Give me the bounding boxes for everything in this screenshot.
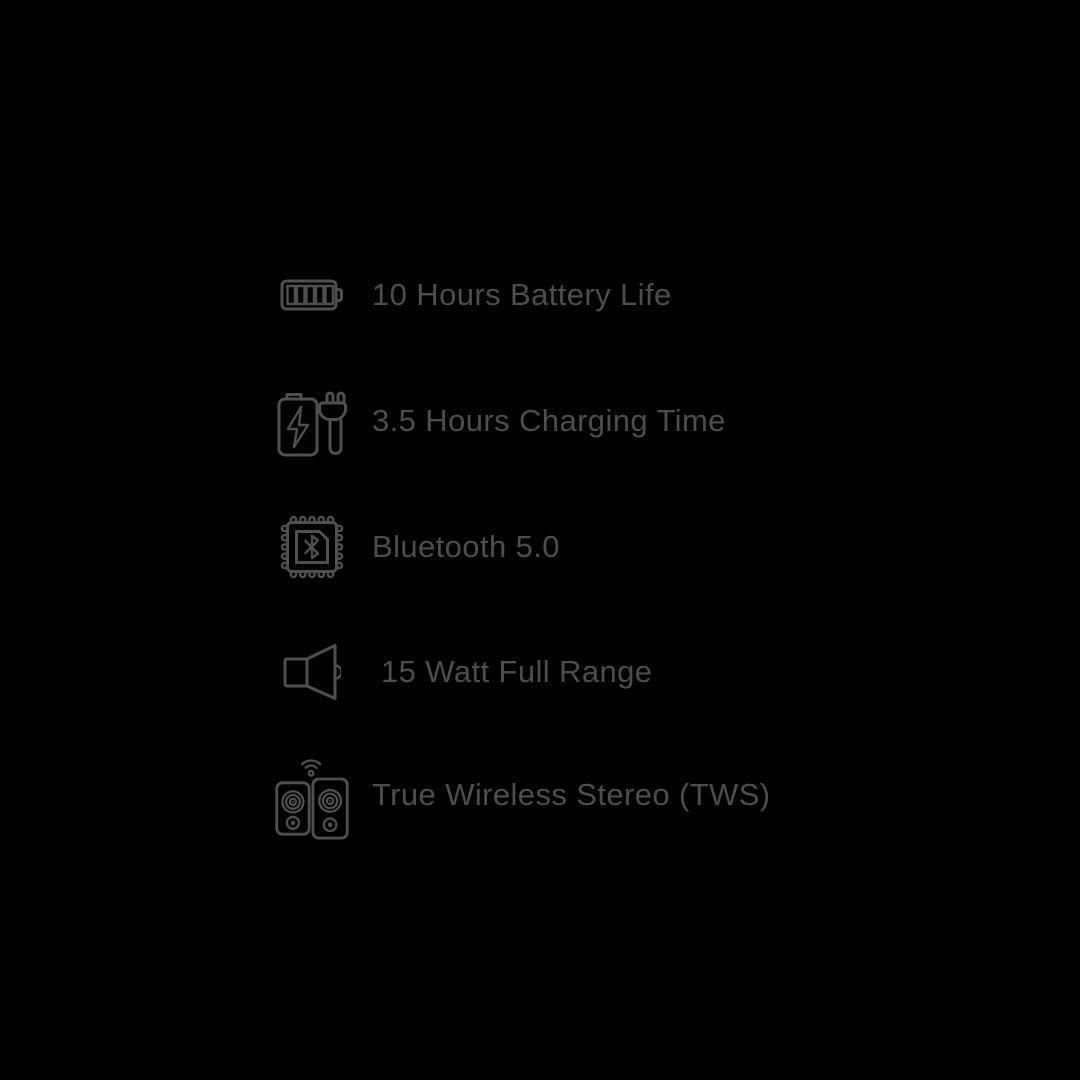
tws-speakers-icon bbox=[272, 750, 352, 840]
feature-label: 15 Watt Full Range bbox=[372, 654, 653, 689]
charging-icon bbox=[272, 385, 352, 457]
feature-row bbox=[272, 253, 672, 337]
feature-row bbox=[272, 505, 560, 589]
feature-row bbox=[272, 379, 726, 463]
bluetooth-chip-icon bbox=[272, 511, 352, 583]
feature-label: 3.5 Hours Charging Time bbox=[372, 403, 726, 438]
battery-icon bbox=[272, 275, 352, 315]
feature-row bbox=[272, 753, 771, 837]
feature-label: Bluetooth 5.0 bbox=[372, 529, 560, 564]
feature-label: True Wireless Stereo (TWS) bbox=[372, 777, 771, 812]
feature-row bbox=[272, 630, 652, 714]
speaker-icon bbox=[272, 642, 352, 702]
feature-label: 10 Hours Battery Life bbox=[372, 277, 672, 312]
